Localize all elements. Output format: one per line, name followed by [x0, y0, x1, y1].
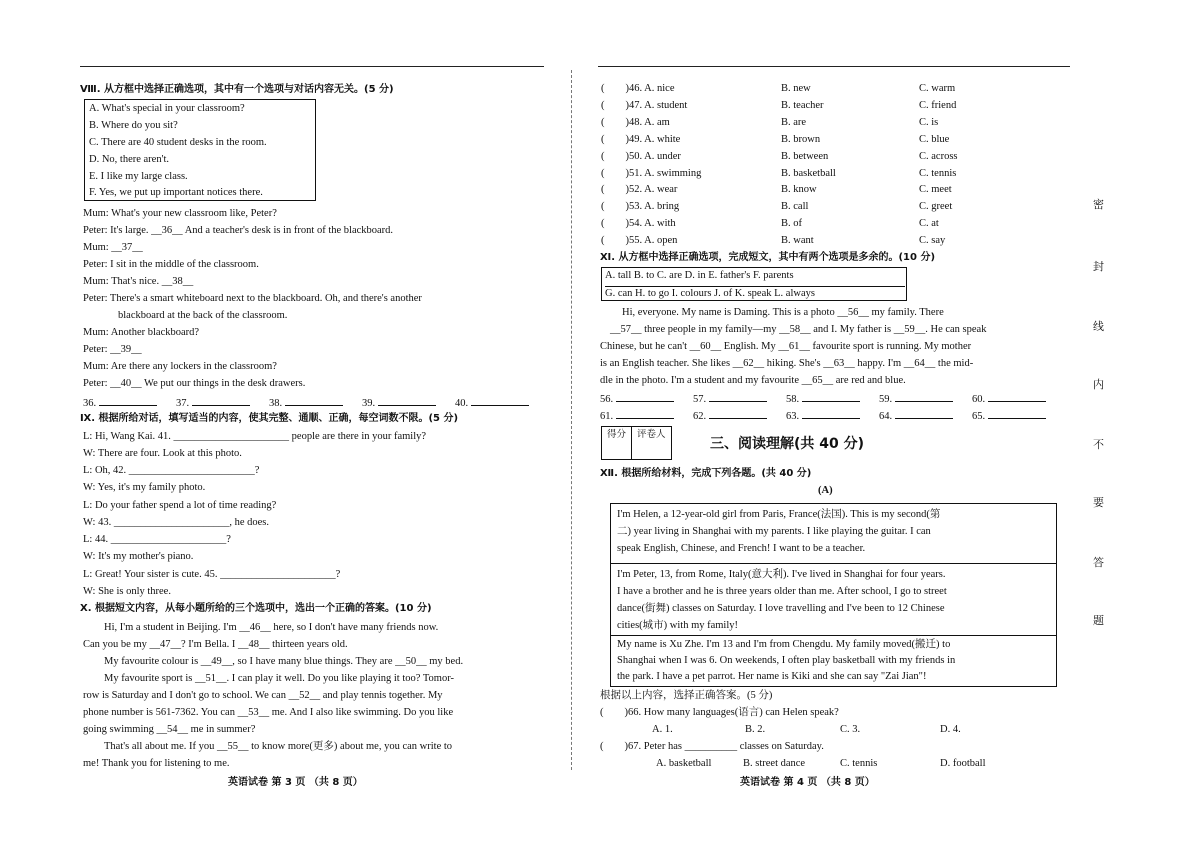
option-box-11 [601, 267, 907, 301]
q66-option-b[interactable]: B. 2. [745, 724, 766, 735]
answer-number: 36. [83, 398, 97, 409]
answer-number: 56. [600, 394, 614, 405]
answer-blank[interactable] [378, 396, 436, 406]
question-55[interactable]: ( )55. A. open [601, 235, 678, 246]
dialog8-line: Peter: I sit in the middle of the classroom. [83, 259, 259, 270]
question-intro: 根据以上内容，选择正确答案。(5 分) [600, 690, 773, 701]
question-51[interactable]: ( )51. A. swimming [601, 168, 702, 179]
answer-number: 64. [879, 411, 893, 422]
answer-number: 65. [972, 411, 986, 422]
reading-box [610, 503, 1057, 687]
seal-char: 内 [1093, 378, 1104, 391]
q67-option-b[interactable]: B. street dance [743, 758, 806, 769]
footer-left: 英语试卷 第 3 页 （共 8 页） [228, 777, 363, 788]
reading-line: 二) year living in Shanghai with my parents. I like playing the guitar. I can [617, 526, 931, 537]
option-e: E. I like my large class. [89, 171, 188, 182]
option-c: C. at [919, 218, 939, 229]
passage11-line: __57__ three people in my family—my __58__ and I. My father is __59__. He can speak [610, 324, 987, 335]
reading-line: I have a brother and he is three years older than me. After school, I go to street [617, 586, 947, 597]
seal-char: 题 [1093, 614, 1104, 627]
answer-blank[interactable] [802, 392, 860, 402]
option-c: C. blue [919, 134, 950, 145]
option-c: C. greet [919, 201, 953, 212]
answer-row-36-40 [83, 396, 548, 411]
seal-char: 密 [1093, 198, 1104, 211]
option-b: B. between [781, 151, 829, 162]
passage11-line: dle in the photo. I'm a student and my favourite __65__ are red and blue. [600, 375, 906, 386]
seal-char: 答 [1093, 556, 1104, 569]
question-48[interactable]: ( )48. A. am [601, 117, 670, 128]
option-b: B. brown [781, 134, 821, 145]
answer-number: 39. [362, 398, 376, 409]
dialog9-line: W: It's my mother's piano. [83, 551, 194, 562]
answer-number: 40. [455, 398, 469, 409]
dialog9-line: W: 43. ______________________, he does. [83, 517, 269, 528]
reading-line: I'm Peter, 13, from Rome, Italy(意大利). I've lived in Shanghai for four years. [617, 569, 946, 580]
dialog9-line: L: 44. ______________________? [83, 534, 231, 545]
reading-a-xuzhe [611, 636, 1056, 688]
part-3-heading: 三、阅读理解(共 40 分) [710, 436, 865, 452]
answer-blank[interactable] [616, 392, 674, 402]
dialog8-line: Mum: Another blackboard? [83, 327, 200, 338]
answer-number: 59. [879, 394, 893, 405]
reading-line: cities(城市) with my family! [617, 620, 739, 631]
passage11-line: Hi, everyone. My name is Daming. This is a photo __56__ my family. There [622, 307, 944, 318]
reading-line: Shanghai when I was 6. On weekends, I often play basketball with my friends in [617, 655, 956, 666]
passage10-line: me! Thank you for listening to me. [83, 758, 230, 769]
seal-char: 不 [1093, 438, 1104, 451]
seal-char: 封 [1093, 260, 1104, 273]
dialog9-line: L: Oh, 42. ________________________? [83, 465, 260, 476]
passage11-line: is an English teacher. She likes __62__ hiking. She's __63__ happy. I'm __64__ the mid- [600, 358, 974, 369]
question-53[interactable]: ( )53. A. bring [601, 201, 680, 212]
answer-number: 60. [972, 394, 986, 405]
answer-blank[interactable] [99, 396, 157, 406]
option-b: B. basketball [781, 168, 836, 179]
option-b: B. want [781, 235, 814, 246]
top-rule-right [598, 66, 1070, 67]
option-b: B. know [781, 184, 817, 195]
question-49[interactable]: ( )49. A. white [601, 134, 681, 145]
dialog8-line: Mum: What's your new classroom like, Peter? [83, 208, 277, 219]
option-b: B. Where do you sit? [89, 120, 178, 131]
reading-line: the park. I have a pet parrot. Her name is Kiki and she can say "Zai Jian"! [617, 671, 927, 682]
score-box [601, 426, 672, 460]
reading-a-peter [611, 564, 1056, 636]
q66-option-c[interactable]: C. 3. [840, 724, 861, 735]
answer-number: 38. [269, 398, 283, 409]
passage10-line: Can you be my __47__? I'm Bella. I __48__ thirteen years old. [83, 639, 348, 650]
answer-number: 58. [786, 394, 800, 405]
option-c: C. say [919, 235, 946, 246]
answer-number: 63. [786, 411, 800, 422]
answer-blank[interactable] [988, 409, 1046, 419]
dialog8-line: blackboard at the back of the classroom. [118, 310, 288, 321]
answer-row-56-60 [600, 392, 1065, 407]
reading-line: My name is Xu Zhe. I'm 13 and I'm from Chengdu. My family moved(搬迁) to [617, 639, 951, 650]
answer-row-61-65 [600, 409, 1065, 424]
option-c: C. meet [919, 184, 952, 195]
passage10-line: My favourite sport is __51__. I can play it well. Do you like playing it too? Tomor- [104, 673, 454, 684]
answer-blank[interactable] [709, 392, 767, 402]
dialog8-line: Peter: There's a smart whiteboard next to the blackboard. Oh, and there's another [83, 293, 422, 304]
answer-blank[interactable] [988, 392, 1046, 402]
dialog9-line: W: Yes, it's my family photo. [83, 482, 206, 493]
section-8-heading: Ⅷ. 从方框中选择正确选项，其中有一个选项与对话内容无关。(5 分) [80, 84, 394, 95]
dialog9-line: W: There are four. Look at this photo. [83, 448, 242, 459]
option-c: C. There are 40 student desks in the room. [89, 137, 267, 148]
section-9-heading: Ⅸ. 根据所给对话，填写适当的内容，使其完整、通顺、正确，每空词数不限。(5 分) [80, 413, 459, 424]
option-box-8 [84, 99, 316, 201]
grader-label: 评卷人 [637, 429, 666, 440]
section-11-heading: Ⅺ. 从方框中选择正确选项，完成短文，其中有两个选项是多余的。(10 分) [600, 252, 936, 263]
option-b: B. new [781, 83, 811, 94]
passage10-line: Hi, I'm a student in Beijing. I'm __46__ here, so I don't have many friends now. [104, 622, 439, 633]
page-divider [571, 70, 572, 770]
option-a: A. What's special in your classroom? [89, 103, 245, 114]
reading-line: dance(街舞) classes on Saturday. I love travelling and I've been to 12 Chinese [617, 603, 945, 614]
option-b: B. call [781, 201, 809, 212]
passage10-line: My favourite colour is __49__, so I have many blue things. They are __50__ my bed. [104, 656, 464, 667]
box11-row: G. can H. to go I. colours J. of K. speak L. always [605, 286, 905, 301]
passage11-line: Chinese, but he can't __60__ English. My __61__ favourite sport is running. My mother [600, 341, 972, 352]
answer-blank[interactable] [709, 409, 767, 419]
passage-a-label: (A) [818, 485, 833, 496]
dialog9-line: L: Hi, Wang Kai. 41. ______________________ people are there in your family? [83, 431, 427, 442]
dialog8-line: Mum: That's nice. __38__ [83, 276, 194, 287]
option-b: B. are [781, 117, 807, 128]
reading-line: I'm Helen, a 12-year-old girl from Paris, France(法国). This is my second(第 [617, 509, 941, 520]
passage10-line: phone number is 561-7362. You can __53__ me. And I also like swimming. Do you like [83, 707, 454, 718]
dialog9-line: W: She is only three. [83, 586, 171, 597]
option-c: C. is [919, 117, 939, 128]
score-label: 得分 [602, 427, 632, 459]
q67-option-c[interactable]: C. tennis [840, 758, 878, 769]
answer-number: 37. [176, 398, 190, 409]
option-c: C. tennis [919, 168, 957, 179]
dialog8-line: Peter: It's large. __36__ And a teacher's desk is in front of the blackboard. [83, 225, 394, 236]
dialog8-line: Peter: __40__ We put our things in the desk drawers. [83, 378, 306, 389]
answer-blank[interactable] [802, 409, 860, 419]
question-67[interactable]: ( )67. Peter has __________ classes on Saturday. [600, 741, 824, 752]
answer-blank[interactable] [895, 392, 953, 402]
answer-blank[interactable] [895, 409, 953, 419]
passage10-line: row is Saturday and I don't go to school. We can __52__ and play tennis together. My [83, 690, 443, 701]
option-f: F. Yes, we put up important notices there. [89, 187, 263, 198]
option-b: B. of [781, 218, 802, 229]
q67-option-d[interactable]: D. football [940, 758, 986, 769]
answer-number: 62. [693, 411, 707, 422]
option-c: C. across [919, 151, 958, 162]
dialog9-line: L: Do your father spend a lot of time reading? [83, 500, 277, 511]
option-d: D. No, there aren't. [89, 154, 170, 165]
option-b: B. teacher [781, 100, 824, 111]
question-50[interactable]: ( )50. A. under [601, 151, 681, 162]
reading-a-helen [611, 504, 1056, 564]
question-46[interactable]: ( )46. A. nice [601, 83, 675, 94]
question-47[interactable]: ( )47. A. student [601, 100, 688, 111]
option-c: C. warm [919, 83, 956, 94]
reading-line: speak English, Chinese, and French! I want to be a teacher. [617, 543, 866, 554]
dialog9-line: L: Great! Your sister is cute. 45. ______________________? [83, 569, 341, 580]
seal-char: 线 [1093, 320, 1104, 333]
question-54[interactable]: ( )54. A. with [601, 218, 676, 229]
section-12-heading: Ⅻ. 根据所给材料，完成下列各题。(共 40 分) [600, 468, 812, 479]
q67-option-a[interactable]: A. basketball [656, 758, 712, 769]
box11-row: A. tall B. to C. are D. in E. father's F. parents [605, 270, 794, 281]
dialog8-line: Mum: Are there any lockers in the classroom? [83, 361, 277, 372]
q66-option-d[interactable]: D. 4. [940, 724, 961, 735]
q66-option-a[interactable]: A. 1. [652, 724, 673, 735]
answer-number: 57. [693, 394, 707, 405]
answer-blank[interactable] [471, 396, 529, 406]
answer-blank[interactable] [192, 396, 250, 406]
option-c: C. friend [919, 100, 957, 111]
top-rule-left [80, 66, 544, 67]
question-66[interactable]: ( )66. How many languages(语言) can Helen speak? [600, 707, 839, 718]
seal-char: 要 [1093, 496, 1104, 509]
question-52[interactable]: ( )52. A. wear [601, 184, 678, 195]
passage10-line: going swimming __54__ me in summer? [83, 724, 256, 735]
dialog8-line: Peter: __39__ [83, 344, 142, 355]
dialog8-line: Mum: __37__ [83, 242, 143, 253]
passage10-line: That's all about me. If you __55__ to know more(更多) about me, you can write to [104, 741, 453, 752]
answer-blank[interactable] [285, 396, 343, 406]
answer-blank[interactable] [616, 409, 674, 419]
footer-right: 英语试卷 第 4 页 （共 8 页） [740, 777, 875, 788]
answer-number: 61. [600, 411, 614, 422]
section-10-heading: Ⅹ. 根据短文内容，从每小题所给的三个选项中，选出一个正确的答案。(10 分) [80, 603, 432, 614]
